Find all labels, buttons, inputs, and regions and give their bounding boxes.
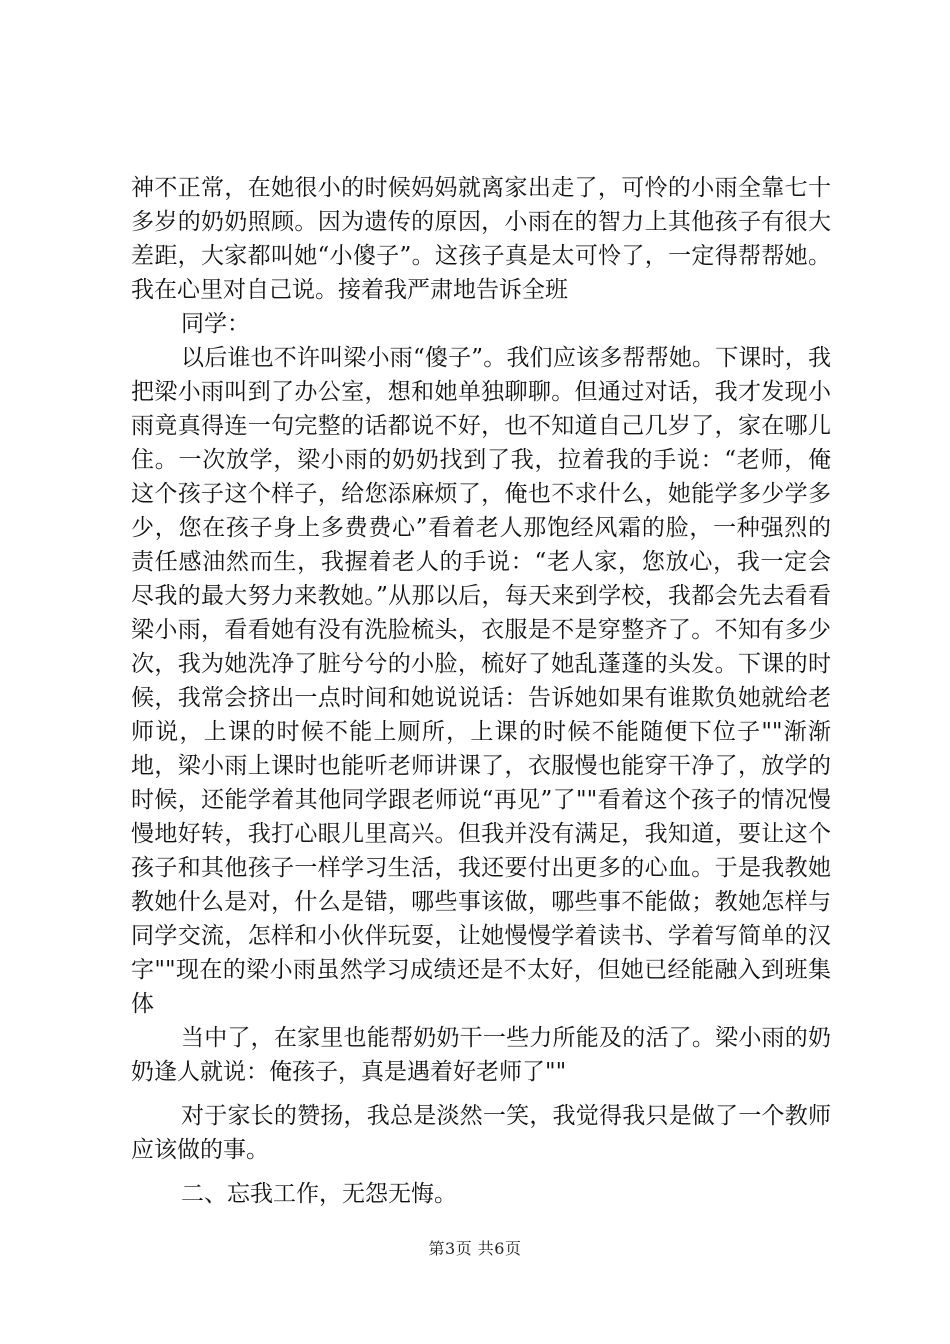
paragraph-1: 神不正常，在她很小的时候妈妈就离家出走了，可怜的小雨全靠七十多岁的奶奶照顾。因为遗传的原因，小雨在的智力上其他孩子有很大差距，大家都叫她“小傻子”。这孩子真是太可怜了，一定得帮帮她。我在心里对自己说。接着我严肃地告诉全班 <box>131 175 831 303</box>
paragraph-4: 当中了，在家里也能帮奶奶干一些力所能及的活了。梁小雨的奶奶逢人就说：俺孩子，真是遇着好老师了"" <box>131 1025 831 1085</box>
paragraph-2: 同学： <box>181 311 250 337</box>
document-body <box>131 171 831 1211</box>
paragraph-3: 以后谁也不许叫梁小雨“傻子”。我们应该多帮帮她。下课时，我把梁小雨叫到了办公室，想和她单独聊聊。但通过对话，我才发现小雨竟真得连一句完整的话都说不好，也不知道自己几岁了，家在哪儿住。一次放学，梁小雨的奶奶找到了我，拉着我的手说：“老师，俺这个孩子这个样子，给您添麻烦了，俺也不求什么，她能学多少学多少，您在孩子身上多费费心”看着老人那饱经风霜的脸，一种强烈的责任感油然而生，我握着老人的手说：“老人家，您放心，我一定会尽我的最大努力来教她。”从那以后，每天来到学校，我都会先去看看梁小雨，看看她有没有洗脸梳头，衣服是不是穿整齐了。不知有多少次，我为她洗净了脏兮兮的小脸，梳好了她乱蓬蓬的头发。下课的时候，我常会挤出一点时间和她说说话：告诉她如果有谁欺负她就给老师说，上课的时候不能上厕所，上课的时候不能随便下位子""渐渐地，梁小雨上课时也能听老师讲课了，衣服慢也能穿干净了，放学的时候，还能学着其他同学跟老师说“再见”了""看着这个孩子的情况慢慢地好转，我打心眼儿里高兴。但我并没有满足，我知道，要让这个孩子和其他孩子一样学习生活，我还要付出更多的心血。于是我教她教她什么是对，什么是错，哪些事该做，哪些事不能做；教她怎样与同学交流，怎样和小伙伴玩耍，让她慢慢学着读书、学着写简单的汉字""现在的梁小雨虽然学习成绩还是不太好，但她已经能融入到班集体 <box>131 345 831 1017</box>
paragraph-5: 对于家长的赞扬，我总是淡然一笑，我觉得我只是做了一个教师应该做的事。 <box>131 1103 831 1163</box>
paragraph-6: 二、忘我工作，无怨无悔。 <box>181 1181 457 1207</box>
page-footer: 第3页 共6页 <box>428 1239 522 1258</box>
